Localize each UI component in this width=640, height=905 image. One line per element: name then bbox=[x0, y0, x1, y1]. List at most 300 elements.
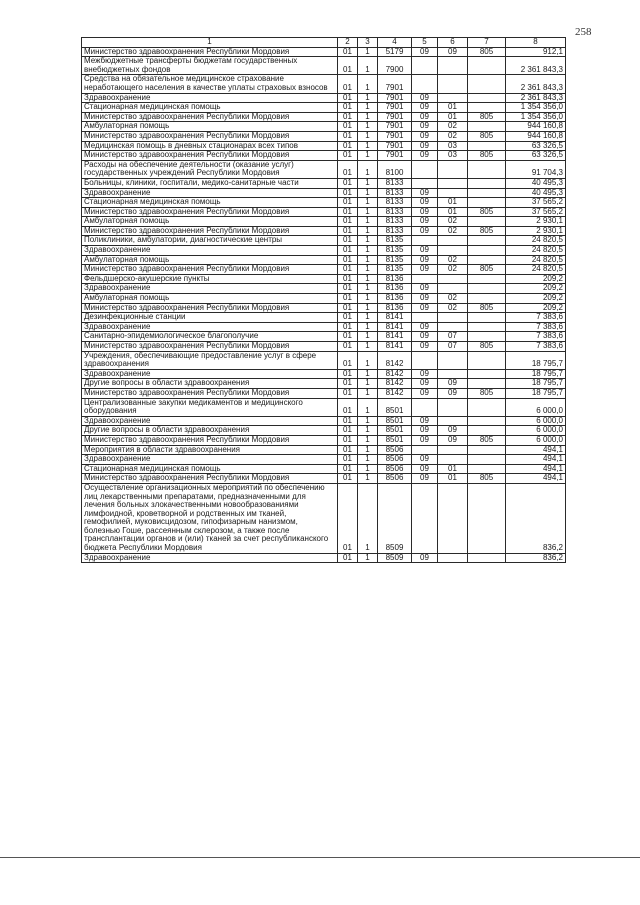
row-name-cell: Межбюджетные трансферты бюджетам государственных внебюджетных фондов bbox=[82, 57, 338, 75]
table-row bbox=[82, 313, 566, 323]
row-code-cell bbox=[468, 313, 506, 323]
row-code-cell: 01 bbox=[338, 246, 358, 256]
row-code-cell: 02 bbox=[438, 294, 468, 304]
row-amount-cell: 7 383,6 bbox=[506, 313, 566, 323]
row-code-cell: 8136 bbox=[378, 274, 412, 284]
row-code-cell: 1 bbox=[358, 103, 378, 113]
row-code-cell: 805 bbox=[468, 207, 506, 217]
row-code-cell bbox=[438, 416, 468, 426]
row-code-cell bbox=[438, 455, 468, 465]
row-name-cell: Министерство здравоохранения Республики Мордовия bbox=[82, 265, 338, 275]
row-code-cell: 805 bbox=[468, 47, 506, 57]
table-row bbox=[82, 379, 566, 389]
table-row bbox=[82, 464, 566, 474]
row-code-cell: 8135 bbox=[378, 236, 412, 246]
row-code-cell: 8136 bbox=[378, 294, 412, 304]
row-code-cell: 01 bbox=[338, 351, 358, 369]
row-code-cell: 8501 bbox=[378, 435, 412, 445]
row-code-cell: 02 bbox=[438, 217, 468, 227]
row-name-cell: Стационарная медицинская помощь bbox=[82, 103, 338, 113]
table-row bbox=[82, 198, 566, 208]
row-amount-cell: 1 354 356,0 bbox=[506, 103, 566, 113]
row-code-cell: 7901 bbox=[378, 131, 412, 141]
row-code-cell: 01 bbox=[338, 198, 358, 208]
row-code-cell: 1 bbox=[358, 246, 378, 256]
row-code-cell: 7900 bbox=[378, 57, 412, 75]
row-code-cell bbox=[412, 178, 438, 188]
bottom-rule bbox=[0, 857, 640, 858]
row-code-cell bbox=[468, 178, 506, 188]
row-code-cell: 09 bbox=[412, 435, 438, 445]
row-code-cell: 02 bbox=[438, 255, 468, 265]
row-code-cell: 01 bbox=[338, 379, 358, 389]
row-code-cell: 805 bbox=[468, 151, 506, 161]
row-code-cell: 01 bbox=[338, 342, 358, 352]
row-code-cell: 09 bbox=[412, 388, 438, 398]
table-row bbox=[82, 47, 566, 57]
table-row bbox=[82, 369, 566, 379]
row-code-cell: 7901 bbox=[378, 122, 412, 132]
row-amount-cell: 2 930,1 bbox=[506, 226, 566, 236]
row-code-cell: 805 bbox=[468, 265, 506, 275]
row-code-cell: 5179 bbox=[378, 47, 412, 57]
row-code-cell: 1 bbox=[358, 207, 378, 217]
row-amount-cell: 24 820,5 bbox=[506, 246, 566, 256]
row-name-cell: Другие вопросы в области здравоохранения bbox=[82, 379, 338, 389]
header-cell: 8 bbox=[506, 38, 566, 48]
row-code-cell: 1 bbox=[358, 151, 378, 161]
row-amount-cell: 209,2 bbox=[506, 303, 566, 313]
row-code-cell: 09 bbox=[412, 131, 438, 141]
table-row bbox=[82, 265, 566, 275]
table-row bbox=[82, 474, 566, 484]
row-amount-cell: 2 930,1 bbox=[506, 217, 566, 227]
row-name-cell: Министерство здравоохранения Республики Мордовия bbox=[82, 226, 338, 236]
header-cell: 5 bbox=[412, 38, 438, 48]
row-code-cell: 01 bbox=[338, 332, 358, 342]
row-code-cell: 8141 bbox=[378, 332, 412, 342]
row-code-cell bbox=[468, 322, 506, 332]
row-code-cell: 01 bbox=[338, 284, 358, 294]
table-row bbox=[82, 351, 566, 369]
table-row bbox=[82, 435, 566, 445]
row-code-cell bbox=[468, 284, 506, 294]
row-code-cell: 01 bbox=[338, 141, 358, 151]
row-code-cell: 8141 bbox=[378, 313, 412, 323]
row-code-cell: 01 bbox=[338, 160, 358, 178]
row-code-cell: 09 bbox=[412, 141, 438, 151]
row-code-cell: 09 bbox=[412, 474, 438, 484]
row-amount-cell: 2 361 843,3 bbox=[506, 75, 566, 93]
table-row bbox=[82, 57, 566, 75]
row-code-cell: 1 bbox=[358, 369, 378, 379]
table-row bbox=[82, 141, 566, 151]
row-code-cell: 01 bbox=[338, 226, 358, 236]
row-code-cell: 8100 bbox=[378, 160, 412, 178]
row-code-cell: 1 bbox=[358, 464, 378, 474]
row-code-cell bbox=[468, 426, 506, 436]
row-code-cell: 8133 bbox=[378, 178, 412, 188]
row-code-cell: 09 bbox=[412, 416, 438, 426]
row-code-cell: 1 bbox=[358, 274, 378, 284]
row-code-cell: 1 bbox=[358, 483, 378, 553]
row-code-cell bbox=[468, 455, 506, 465]
row-code-cell: 09 bbox=[412, 369, 438, 379]
row-amount-cell: 18 795,7 bbox=[506, 351, 566, 369]
row-code-cell bbox=[438, 483, 468, 553]
row-code-cell: 1 bbox=[358, 332, 378, 342]
row-code-cell: 01 bbox=[438, 474, 468, 484]
row-code-cell bbox=[468, 379, 506, 389]
row-name-cell: Здравоохранение bbox=[82, 369, 338, 379]
row-code-cell: 1 bbox=[358, 226, 378, 236]
row-code-cell: 01 bbox=[338, 474, 358, 484]
row-code-cell: 8142 bbox=[378, 379, 412, 389]
row-code-cell bbox=[438, 284, 468, 294]
row-code-cell bbox=[438, 75, 468, 93]
row-code-cell: 805 bbox=[468, 388, 506, 398]
table-row bbox=[82, 388, 566, 398]
row-code-cell: 09 bbox=[438, 47, 468, 57]
row-code-cell: 8501 bbox=[378, 398, 412, 416]
row-name-cell: Стационарная медицинская помощь bbox=[82, 464, 338, 474]
row-code-cell: 09 bbox=[412, 207, 438, 217]
row-code-cell: 09 bbox=[412, 265, 438, 275]
row-code-cell: 1 bbox=[358, 388, 378, 398]
row-code-cell: 01 bbox=[338, 303, 358, 313]
row-code-cell: 01 bbox=[338, 255, 358, 265]
row-code-cell: 8142 bbox=[378, 369, 412, 379]
row-code-cell: 805 bbox=[468, 226, 506, 236]
row-code-cell bbox=[438, 93, 468, 103]
row-code-cell: 8133 bbox=[378, 217, 412, 227]
row-code-cell: 8133 bbox=[378, 226, 412, 236]
row-name-cell: Министерство здравоохранения Республики Мордовия bbox=[82, 435, 338, 445]
row-code-cell: 8133 bbox=[378, 198, 412, 208]
row-code-cell: 09 bbox=[412, 198, 438, 208]
row-amount-cell: 40 495,3 bbox=[506, 178, 566, 188]
row-code-cell: 01 bbox=[338, 322, 358, 332]
row-name-cell: Амбулаторная помощь bbox=[82, 122, 338, 132]
row-code-cell: 1 bbox=[358, 553, 378, 563]
row-code-cell: 1 bbox=[358, 474, 378, 484]
row-code-cell: 1 bbox=[358, 236, 378, 246]
row-code-cell: 7901 bbox=[378, 141, 412, 151]
row-code-cell: 01 bbox=[338, 426, 358, 436]
row-code-cell: 8501 bbox=[378, 426, 412, 436]
table-row bbox=[82, 112, 566, 122]
row-code-cell bbox=[468, 217, 506, 227]
row-code-cell: 09 bbox=[412, 103, 438, 113]
row-amount-cell: 24 820,5 bbox=[506, 255, 566, 265]
row-amount-cell: 91 704,3 bbox=[506, 160, 566, 178]
row-code-cell bbox=[468, 141, 506, 151]
header-cell: 3 bbox=[358, 38, 378, 48]
row-code-cell bbox=[438, 322, 468, 332]
row-name-cell: Дезинфекционные станции bbox=[82, 313, 338, 323]
row-code-cell: 1 bbox=[358, 188, 378, 198]
row-code-cell bbox=[438, 188, 468, 198]
row-name-cell: Здравоохранение bbox=[82, 284, 338, 294]
table-row bbox=[82, 178, 566, 188]
row-code-cell: 805 bbox=[468, 303, 506, 313]
row-code-cell: 09 bbox=[412, 322, 438, 332]
row-name-cell: Средства на обязательное медицинское страхование неработающего населения в качестве уплаты страховых взносов bbox=[82, 75, 338, 93]
row-code-cell bbox=[438, 236, 468, 246]
row-code-cell: 1 bbox=[358, 379, 378, 389]
row-code-cell: 09 bbox=[412, 426, 438, 436]
row-amount-cell: 37 565,2 bbox=[506, 198, 566, 208]
row-code-cell bbox=[412, 313, 438, 323]
header-cell: 4 bbox=[378, 38, 412, 48]
row-code-cell: 1 bbox=[358, 455, 378, 465]
row-code-cell bbox=[412, 274, 438, 284]
row-amount-cell: 209,2 bbox=[506, 274, 566, 284]
row-code-cell bbox=[468, 274, 506, 284]
row-code-cell: 8506 bbox=[378, 474, 412, 484]
table-row bbox=[82, 207, 566, 217]
row-code-cell: 1 bbox=[358, 416, 378, 426]
row-amount-cell: 209,2 bbox=[506, 284, 566, 294]
row-code-cell bbox=[438, 57, 468, 75]
table-row bbox=[82, 160, 566, 178]
row-code-cell: 8135 bbox=[378, 255, 412, 265]
row-code-cell: 8135 bbox=[378, 265, 412, 275]
row-code-cell: 01 bbox=[338, 274, 358, 284]
table-body bbox=[82, 47, 566, 563]
table-row bbox=[82, 455, 566, 465]
row-code-cell: 01 bbox=[338, 398, 358, 416]
row-amount-cell: 494,1 bbox=[506, 464, 566, 474]
row-code-cell: 1 bbox=[358, 47, 378, 57]
row-code-cell: 01 bbox=[338, 217, 358, 227]
row-name-cell: Поликлиники, амбулатории, диагностические центры bbox=[82, 236, 338, 246]
row-code-cell: 01 bbox=[438, 464, 468, 474]
row-amount-cell: 494,1 bbox=[506, 455, 566, 465]
row-code-cell: 1 bbox=[358, 198, 378, 208]
row-code-cell: 09 bbox=[412, 122, 438, 132]
table-header-row bbox=[82, 38, 566, 48]
row-code-cell: 8142 bbox=[378, 351, 412, 369]
row-name-cell: Централизованные закупки медикаментов и медицинского оборудования bbox=[82, 398, 338, 416]
row-amount-cell: 7 383,6 bbox=[506, 322, 566, 332]
row-code-cell: 02 bbox=[438, 131, 468, 141]
table-row bbox=[82, 445, 566, 455]
row-code-cell bbox=[438, 274, 468, 284]
table-row bbox=[82, 483, 566, 553]
row-amount-cell: 24 820,5 bbox=[506, 236, 566, 246]
row-code-cell: 1 bbox=[358, 313, 378, 323]
table-row bbox=[82, 188, 566, 198]
table-row bbox=[82, 131, 566, 141]
row-code-cell: 1 bbox=[358, 178, 378, 188]
row-code-cell bbox=[468, 464, 506, 474]
row-name-cell: Министерство здравоохранения Республики Мордовия bbox=[82, 112, 338, 122]
table-row bbox=[82, 226, 566, 236]
row-name-cell: Здравоохранение bbox=[82, 553, 338, 563]
row-code-cell bbox=[468, 160, 506, 178]
table-row bbox=[82, 75, 566, 93]
row-name-cell: Амбулаторная помощь bbox=[82, 294, 338, 304]
row-amount-cell: 7 383,6 bbox=[506, 332, 566, 342]
row-code-cell: 09 bbox=[438, 388, 468, 398]
row-amount-cell: 944 160,8 bbox=[506, 131, 566, 141]
row-name-cell: Фельдшерско-акушерские пункты bbox=[82, 274, 338, 284]
row-code-cell bbox=[468, 93, 506, 103]
row-code-cell: 09 bbox=[412, 284, 438, 294]
row-name-cell: Министерство здравоохранения Республики Мордовия bbox=[82, 342, 338, 352]
row-name-cell: Министерство здравоохранения Республики Мордовия bbox=[82, 388, 338, 398]
row-code-cell: 01 bbox=[338, 294, 358, 304]
row-code-cell: 01 bbox=[338, 188, 358, 198]
row-code-cell bbox=[438, 369, 468, 379]
row-code-cell: 8136 bbox=[378, 303, 412, 313]
row-amount-cell: 18 795,7 bbox=[506, 369, 566, 379]
row-amount-cell: 24 820,5 bbox=[506, 265, 566, 275]
row-amount-cell: 912,1 bbox=[506, 47, 566, 57]
row-code-cell bbox=[468, 198, 506, 208]
row-code-cell: 1 bbox=[358, 426, 378, 436]
row-code-cell: 01 bbox=[338, 265, 358, 275]
row-amount-cell: 2 361 843,3 bbox=[506, 57, 566, 75]
row-name-cell: Расходы на обеспечение деятельности (оказание услуг) государственных учреждений Республики Мордовия bbox=[82, 160, 338, 178]
table-row bbox=[82, 294, 566, 304]
row-amount-cell: 63 326,5 bbox=[506, 151, 566, 161]
row-name-cell: Санитарно-эпидемиологическое благополучие bbox=[82, 332, 338, 342]
table-row bbox=[82, 284, 566, 294]
row-code-cell: 01 bbox=[338, 553, 358, 563]
row-code-cell: 01 bbox=[338, 57, 358, 75]
row-code-cell bbox=[468, 103, 506, 113]
row-code-cell: 1 bbox=[358, 217, 378, 227]
row-amount-cell: 18 795,7 bbox=[506, 379, 566, 389]
table-row bbox=[82, 426, 566, 436]
row-code-cell bbox=[468, 294, 506, 304]
row-amount-cell: 836,2 bbox=[506, 483, 566, 553]
row-name-cell: Учреждения, обеспечивающие предоставление услуг в сфере здравоохранения bbox=[82, 351, 338, 369]
row-code-cell: 07 bbox=[438, 342, 468, 352]
row-code-cell: 01 bbox=[338, 445, 358, 455]
row-code-cell: 8142 bbox=[378, 388, 412, 398]
row-amount-cell: 494,1 bbox=[506, 445, 566, 455]
row-name-cell: Здравоохранение bbox=[82, 416, 338, 426]
page-number: 258 bbox=[575, 26, 592, 38]
row-name-cell: Здравоохранение bbox=[82, 322, 338, 332]
row-code-cell: 01 bbox=[338, 178, 358, 188]
row-code-cell: 09 bbox=[412, 217, 438, 227]
row-code-cell bbox=[412, 236, 438, 246]
row-code-cell bbox=[438, 445, 468, 455]
row-code-cell: 09 bbox=[412, 553, 438, 563]
table-row bbox=[82, 151, 566, 161]
row-code-cell: 09 bbox=[412, 226, 438, 236]
row-code-cell bbox=[468, 246, 506, 256]
row-name-cell: Амбулаторная помощь bbox=[82, 255, 338, 265]
row-code-cell: 1 bbox=[358, 57, 378, 75]
row-code-cell: 01 bbox=[338, 93, 358, 103]
budget-table bbox=[81, 37, 566, 563]
row-name-cell: Министерство здравоохранения Республики Мордовия bbox=[82, 207, 338, 217]
row-code-cell: 8136 bbox=[378, 284, 412, 294]
row-code-cell: 1 bbox=[358, 93, 378, 103]
table-row bbox=[82, 103, 566, 113]
row-code-cell: 01 bbox=[338, 103, 358, 113]
row-amount-cell: 7 383,6 bbox=[506, 342, 566, 352]
row-code-cell bbox=[438, 246, 468, 256]
row-code-cell bbox=[412, 483, 438, 553]
table-row bbox=[82, 332, 566, 342]
row-code-cell: 01 bbox=[338, 483, 358, 553]
row-code-cell bbox=[412, 351, 438, 369]
row-code-cell: 805 bbox=[468, 131, 506, 141]
row-name-cell: Амбулаторная помощь bbox=[82, 217, 338, 227]
row-code-cell: 01 bbox=[338, 313, 358, 323]
row-code-cell: 805 bbox=[468, 112, 506, 122]
row-code-cell: 1 bbox=[358, 435, 378, 445]
row-code-cell bbox=[438, 178, 468, 188]
header-cell: 6 bbox=[438, 38, 468, 48]
row-code-cell: 01 bbox=[338, 416, 358, 426]
row-code-cell bbox=[412, 75, 438, 93]
table-row bbox=[82, 553, 566, 563]
row-code-cell bbox=[412, 445, 438, 455]
row-code-cell: 805 bbox=[468, 435, 506, 445]
row-code-cell: 09 bbox=[412, 455, 438, 465]
row-code-cell: 01 bbox=[438, 198, 468, 208]
row-code-cell: 7901 bbox=[378, 112, 412, 122]
row-name-cell: Министерство здравоохранения Республики Мордовия bbox=[82, 474, 338, 484]
row-amount-cell: 6 000,0 bbox=[506, 398, 566, 416]
row-code-cell bbox=[468, 445, 506, 455]
row-name-cell: Здравоохранение bbox=[82, 93, 338, 103]
table-row bbox=[82, 246, 566, 256]
row-code-cell: 02 bbox=[438, 303, 468, 313]
row-amount-cell: 2 361 843,3 bbox=[506, 93, 566, 103]
row-code-cell: 1 bbox=[358, 131, 378, 141]
row-name-cell: Здравоохранение bbox=[82, 455, 338, 465]
table-row bbox=[82, 93, 566, 103]
row-code-cell: 01 bbox=[338, 369, 358, 379]
row-code-cell bbox=[468, 75, 506, 93]
table-row bbox=[82, 122, 566, 132]
row-code-cell: 8135 bbox=[378, 246, 412, 256]
table-row bbox=[82, 217, 566, 227]
row-name-cell: Медицинская помощь в дневных стационарах всех типов bbox=[82, 141, 338, 151]
row-code-cell: 09 bbox=[412, 464, 438, 474]
table-row bbox=[82, 303, 566, 313]
row-amount-cell: 1 354 356,0 bbox=[506, 112, 566, 122]
row-code-cell: 01 bbox=[438, 103, 468, 113]
row-code-cell bbox=[412, 398, 438, 416]
table-row bbox=[82, 398, 566, 416]
row-name-cell: Министерство здравоохранения Республики Мордовия bbox=[82, 303, 338, 313]
row-code-cell: 03 bbox=[438, 141, 468, 151]
row-code-cell: 1 bbox=[358, 351, 378, 369]
row-code-cell: 1 bbox=[358, 112, 378, 122]
row-code-cell: 01 bbox=[338, 131, 358, 141]
row-name-cell: Стационарная медицинская помощь bbox=[82, 198, 338, 208]
row-name-cell: Больницы, клиники, госпитали, медико-санитарные части bbox=[82, 178, 338, 188]
header-cell: 7 bbox=[468, 38, 506, 48]
row-code-cell: 01 bbox=[338, 151, 358, 161]
row-code-cell: 09 bbox=[412, 342, 438, 352]
row-code-cell: 01 bbox=[338, 75, 358, 93]
row-code-cell bbox=[468, 416, 506, 426]
row-name-cell: Другие вопросы в области здравоохранения bbox=[82, 426, 338, 436]
row-code-cell: 09 bbox=[438, 426, 468, 436]
row-name-cell: Здравоохранение bbox=[82, 188, 338, 198]
row-code-cell: 1 bbox=[358, 122, 378, 132]
